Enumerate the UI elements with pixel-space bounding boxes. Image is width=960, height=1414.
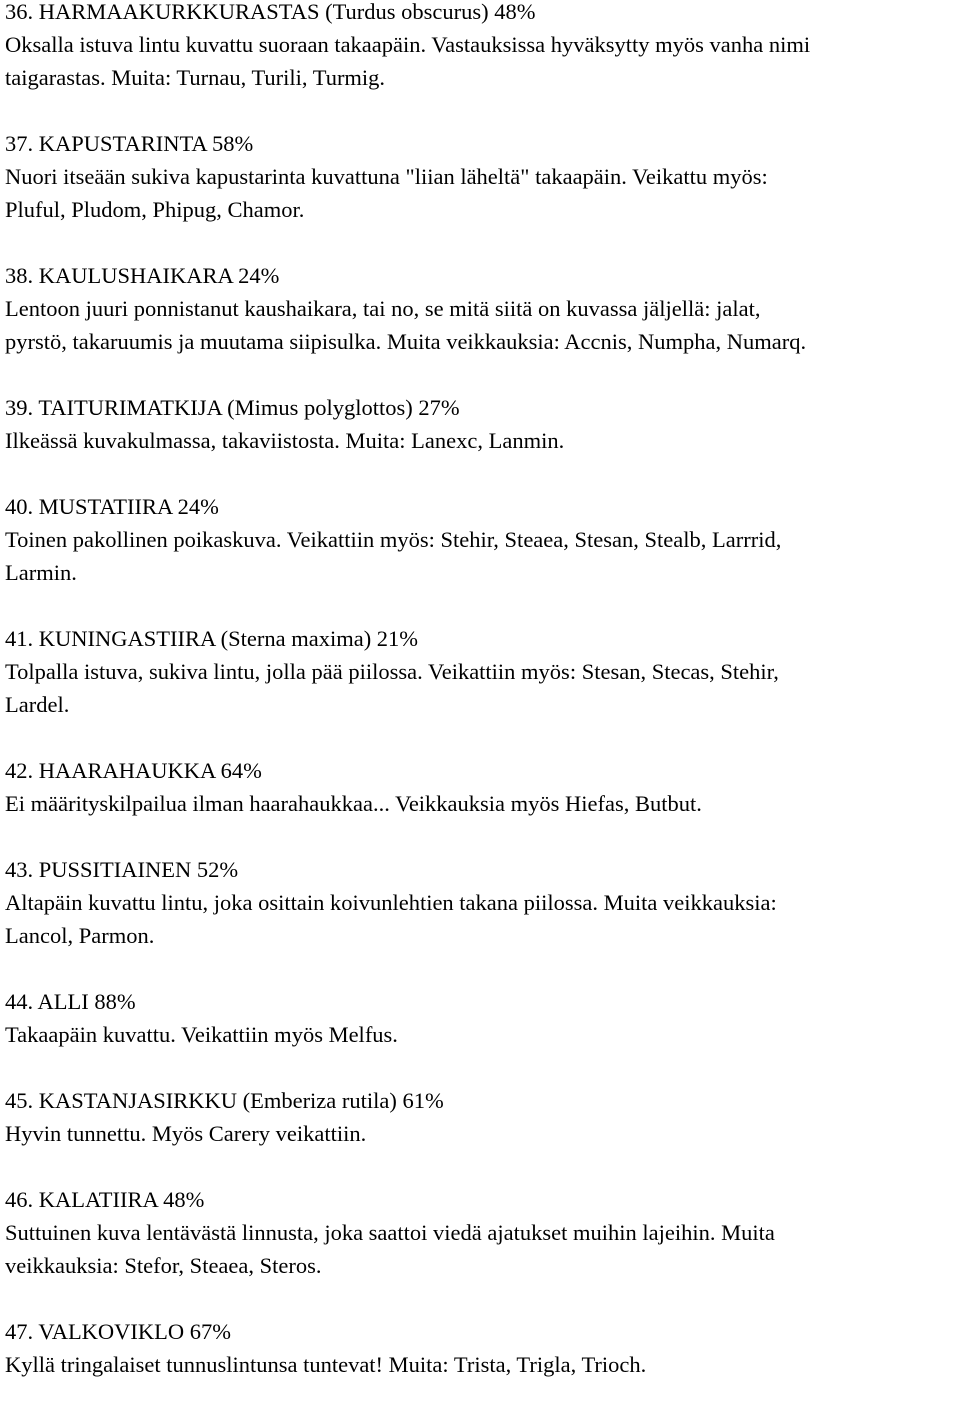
species-heading: 47. VALKOVIKLO 67% (5, 1319, 232, 1344)
species-description-line: Tolpalla istuva, sukiva lintu, jolla pää piilossa. Veikattiin myös: Stesan, Stecas, Stehir, (5, 659, 779, 684)
species-entry (5, 0, 955, 94)
species-entry (5, 754, 955, 820)
species-entry (5, 259, 955, 358)
species-heading: 46. KALATIIRA 48% (5, 1187, 205, 1212)
species-description-line: Pluful, Pludom, Phipug, Chamor. (5, 197, 305, 222)
species-heading: 40. MUSTATIIRA 24% (5, 494, 219, 519)
species-entry (5, 391, 955, 457)
species-entry (5, 1183, 955, 1282)
species-description-line: Nuori itseään sukiva kapustarinta kuvattuna "liian läheltä" takaapäin. Veikattu myös: (5, 164, 768, 189)
species-description-line: Ei määrityskilpailua ilman haarahaukkaa... Veikkauksia myös Hiefas, Butbut. (5, 791, 702, 816)
species-heading: 39. TAITURIMATKIJA (Mimus polyglottos) 27% (5, 395, 460, 420)
species-description-line: Larmin. (5, 560, 77, 585)
species-description-line: veikkauksia: Stefor, Steaea, Steros. (5, 1253, 322, 1278)
species-description-line: Takaapäin kuvattu. Veikattiin myös Melfus. (5, 1022, 398, 1047)
species-description-line: Hyvin tunnettu. Myös Carery veikattiin. (5, 1121, 367, 1146)
species-description-line: Toinen pakollinen poikaskuva. Veikattiin myös: Stehir, Steaea, Stesan, Stealb, Larrrid, (5, 527, 782, 552)
species-heading: 42. HAARAHAUKKA 64% (5, 758, 262, 783)
document-body (5, 0, 955, 1414)
species-description-line: pyrstö, takaruumis ja muutama siipisulka. Muita veikkauksia: Accnis, Numpha, Numarq. (5, 329, 807, 354)
species-description-line: Suttuinen kuva lentävästä linnusta, joka saattoi viedä ajatukset muihin lajeihin. Muita (5, 1220, 775, 1245)
species-description-line: Lancol, Parmon. (5, 923, 155, 948)
species-entry (5, 127, 955, 226)
species-entry (5, 1084, 955, 1150)
species-heading: 36. HARMAAKURKKURASTAS (Turdus obscurus) 48% (5, 0, 536, 24)
species-heading: 45. KASTANJASIRKKU (Emberiza rutila) 61% (5, 1088, 444, 1113)
species-entry (5, 622, 955, 721)
species-heading: 43. PUSSITIAINEN 52% (5, 857, 239, 882)
species-entry (5, 490, 955, 589)
species-description-line: Lardel. (5, 692, 70, 717)
species-description-line: taigarastas. Muita: Turnau, Turili, Turmig. (5, 65, 386, 90)
species-heading: 38. KAULUSHAIKARA 24% (5, 263, 280, 288)
species-entry (5, 985, 955, 1051)
species-entry (5, 853, 955, 952)
species-heading: 37. KAPUSTARINTA 58% (5, 131, 254, 156)
species-description-line: Kyllä tringalaiset tunnuslintunsa tuntevat! Muita: Trista, Trigla, Trioch. (5, 1352, 647, 1377)
species-entry (5, 1315, 955, 1381)
species-description-line: Oksalla istuva lintu kuvattu suoraan takaapäin. Vastauksissa hyväksytty myös vanha nimi (5, 32, 811, 57)
species-description-line: Altapäin kuvattu lintu, joka osittain koivunlehtien takana piilossa. Muita veikkauksia: (5, 890, 777, 915)
species-description-line: Ilkeässä kuvakulmassa, takaviistosta. Muita: Lanexc, Lanmin. (5, 428, 565, 453)
species-heading: 41. KUNINGASTIIRA (Sterna maxima) 21% (5, 626, 419, 651)
species-description-line: Lentoon juuri ponnistanut kaushaikara, tai no, se mitä siitä on kuvassa jäljellä: jalat, (5, 296, 761, 321)
species-heading: 44. ALLI 88% (5, 989, 136, 1014)
